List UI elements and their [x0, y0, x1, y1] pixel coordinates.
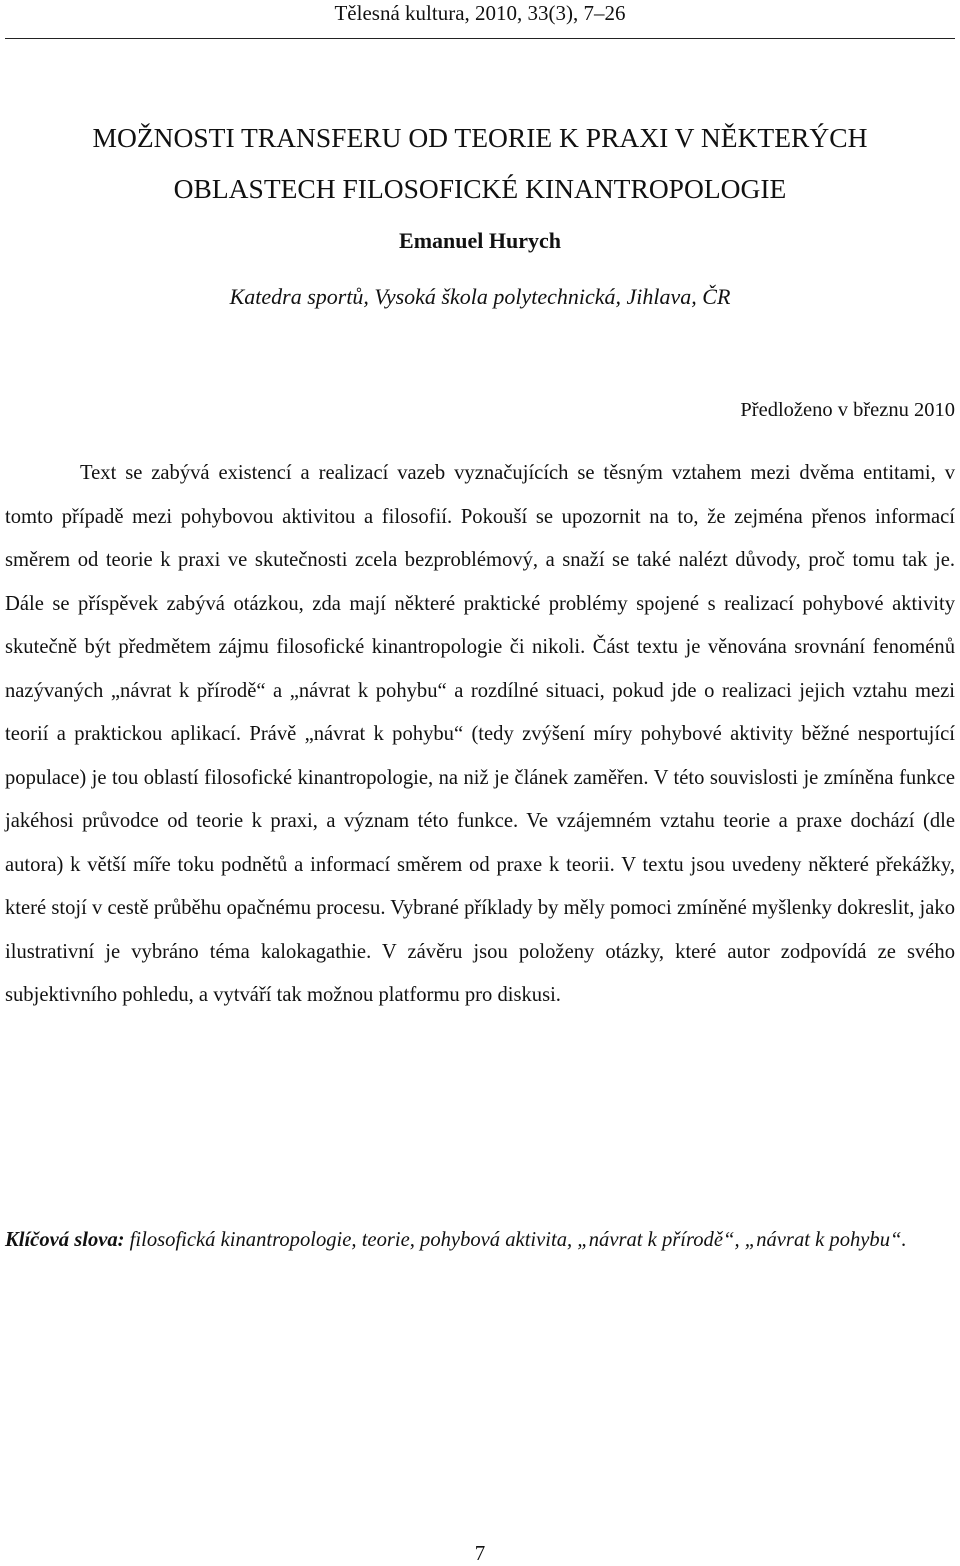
page-number: 7 — [474, 1541, 486, 1565]
header-divider — [5, 38, 955, 39]
submission-date: Předloženo v březnu 2010 — [740, 399, 955, 421]
abstract-text: Text se zabývá existencí a realizací vazeb vyznačujících se těsným vztahem mezi dvěma entitami, v tomto případě mezi pohybovou aktivitou a filosofií. Pokouší se upozornit na to, že zejména přenos informací směrem od teorie k praxi ve skutečnosti zcela bezproblémový, a snaží se také nalézt důvody, proč tomu tak je. Dále se příspěvek zabývá otázkou, zda mají některé praktické problémy spojené s realizací pohybové aktivity skutečně být předmětem zájmu filosofické kinantropologie či nikoli. Část textu je věnována srovnání fenoménů nazývaných „návrat k přírodě“ a „návrat k pohybu“ a rozdílné situaci, pokud jde o realizaci jejich vztahu mezi teorií a praktickou aplikací. Právě „návrat k pohybu“ (tedy zvýšení míry pohybové aktivity běžné nesportující populace) je tou oblastí filosofické kinantropologie, na niž je článek zaměřen. V této souvislosti je zmíněna funkce jakéhosi průvodce od teorie k praxi, a význam této funkce. Ve vzájemném vztahu teorie a praxe dochází (dle autora) k větší míře toku podnětů a informací směrem od praxe k teorii. V textu jsou uvedeny některé překážky, které stojí v cestě průběhu opačnému procesu. Vybrané příklady by měly pomoci zmíněné myšlenky dokreslit, jako ilustrativní je vybráno téma kalokagathie. V závěru jsou položeny otázky, které autor zodpovídá ze svého subjektivního pohledu, a vytváří tak možnou platformu pro diskusi. — [5, 462, 955, 1006]
article-title-line-2: OBLASTECH FILOSOFICKÉ KINANTROPOLOGIE — [173, 173, 787, 204]
journal-reference: Tělesná kultura, 2010, 33(3), 7–26 — [334, 1, 626, 25]
article-title — [0, 112, 960, 214]
keywords — [5, 1219, 955, 1263]
keywords-list: filosofická kinantropologie, teorie, pohybová aktivita, „návrat k přírodě“, „návrat k pohybu“. — [124, 1229, 907, 1251]
keywords-label: Klíčová slova: — [5, 1229, 125, 1251]
author-affiliation: Katedra sportů, Vysoká škola polytechnická, Jihlava, ČR — [229, 284, 731, 309]
author-name: Emanuel Hurych — [399, 228, 561, 253]
article-title-line-1: MOŽNOSTI TRANSFERU OD TEORIE K PRAXI V NĚKTERÝCH — [92, 122, 868, 153]
